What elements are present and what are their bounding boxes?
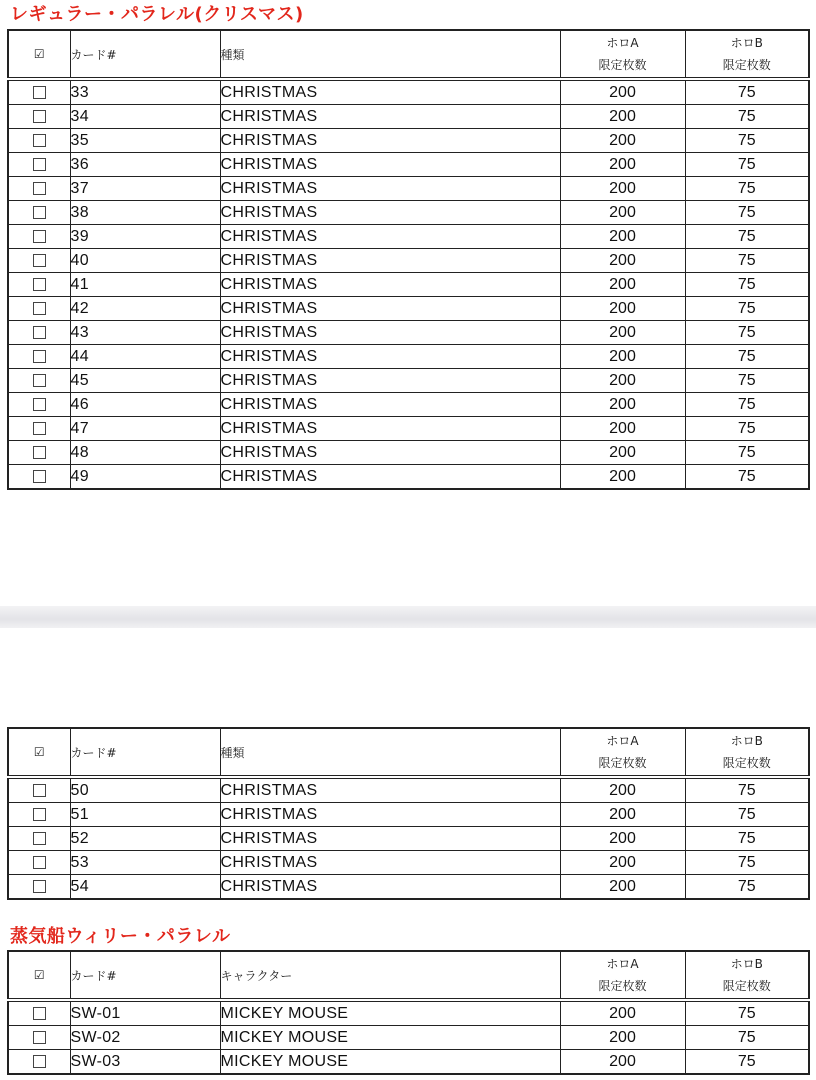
holo-b-limit: 75 [685,393,809,417]
holo-a-limit: 200 [560,273,685,297]
table-row [8,369,809,393]
checkbox[interactable] [33,206,46,219]
holo-a-limit: 200 [560,321,685,345]
row-check-cell[interactable] [8,1000,70,1026]
holo-b-limit: 75 [685,129,809,153]
checkbox[interactable] [33,880,46,893]
holo-b-limit: 75 [685,803,809,827]
header-check: ☑ [8,951,70,1000]
card-number: SW-01 [70,1000,220,1026]
card-kind: CHRISTMAS [220,465,560,490]
row-check-cell[interactable] [8,803,70,827]
row-check-cell[interactable] [8,827,70,851]
table-row [8,1000,809,1026]
card-kind: CHRISTMAS [220,441,560,465]
holo-a-limit: 200 [560,129,685,153]
table-row [8,827,809,851]
section-title-christmas: レギュラー・パラレル(クリスマス) [10,4,304,25]
checkbox[interactable] [33,350,46,363]
card-number: 46 [70,393,220,417]
header-holo-b [685,728,809,777]
card-kind: CHRISTMAS [220,369,560,393]
card-table-steamboat-willie [7,950,810,1075]
header-card-number: カード# [70,951,220,1000]
row-check-cell[interactable] [8,417,70,441]
card-kind: CHRISTMAS [220,393,560,417]
card-number: 43 [70,321,220,345]
table-row [8,79,809,105]
holo-b-limit: 75 [685,345,809,369]
table-row [8,875,809,900]
card-number: 35 [70,129,220,153]
card-number: 48 [70,441,220,465]
card-kind: CHRISTMAS [220,79,560,105]
holo-b-limit: 75 [685,153,809,177]
checkbox[interactable] [33,832,46,845]
row-check-cell[interactable] [8,777,70,803]
holo-a-limit: 200 [560,827,685,851]
holo-a-limit: 200 [560,249,685,273]
holo-a-limit: 200 [560,153,685,177]
table-row [8,441,809,465]
row-check-cell[interactable] [8,345,70,369]
card-number: 44 [70,345,220,369]
checkbox[interactable] [33,784,46,797]
row-check-cell[interactable] [8,851,70,875]
holo-a-limit: 200 [560,803,685,827]
holo-a-limit: 200 [560,851,685,875]
card-number: 33 [70,79,220,105]
table-row [8,105,809,129]
holo-a-limit: 200 [560,777,685,803]
checkbox[interactable] [33,278,46,291]
table-row [8,851,809,875]
row-check-cell[interactable] [8,79,70,105]
holo-a-limit: 200 [560,297,685,321]
holo-a-limit: 200 [560,369,685,393]
table-row [8,177,809,201]
checkbox[interactable] [33,856,46,869]
card-number: SW-02 [70,1026,220,1050]
table-row [8,777,809,803]
card-kind: CHRISTMAS [220,345,560,369]
header-holo-a-label: ホロA [606,734,639,748]
header-holo-b [685,951,809,1000]
table-row [8,273,809,297]
card-number: 37 [70,177,220,201]
holo-b-limit: 75 [685,1026,809,1050]
row-check-cell[interactable] [8,369,70,393]
header-holo-a-label: ホロA [606,36,639,50]
table-row [8,225,809,249]
card-number: 54 [70,875,220,900]
row-check-cell[interactable] [8,225,70,249]
card-number: 39 [70,225,220,249]
holo-a-limit: 200 [560,1000,685,1026]
holo-b-limit: 75 [685,369,809,393]
checkbox[interactable] [33,470,46,483]
header-holo-a-limit: 限定枚数 [598,979,647,993]
row-check-cell[interactable] [8,201,70,225]
card-kind: CHRISTMAS [220,249,560,273]
header-holo-b-limit: 限定枚数 [722,756,771,770]
table-row [8,249,809,273]
holo-a-limit: 200 [560,177,685,201]
card-number: 53 [70,851,220,875]
holo-b-limit: 75 [685,465,809,490]
table-row [8,297,809,321]
row-check-cell[interactable] [8,393,70,417]
header-check: ☑ [8,728,70,777]
checkbox[interactable] [33,1031,46,1044]
header-holo-a-limit: 限定枚数 [598,58,647,72]
card-number: 38 [70,201,220,225]
holo-a-limit: 200 [560,105,685,129]
holo-a-limit: 200 [560,441,685,465]
holo-a-limit: 200 [560,345,685,369]
checkbox[interactable] [33,134,46,147]
holo-b-limit: 75 [685,875,809,900]
header-holo-b-limit: 限定枚数 [722,58,771,72]
card-number: 40 [70,249,220,273]
card-kind: MICKEY MOUSE [220,1050,560,1075]
card-table-christmas [7,29,810,490]
card-table-christmas-continued [7,727,810,900]
card-number: 41 [70,273,220,297]
checkbox[interactable] [33,302,46,315]
holo-a-limit: 200 [560,1026,685,1050]
header-holo-a [560,951,685,1000]
table-row [8,393,809,417]
card-number: 34 [70,105,220,129]
checkbox[interactable] [33,182,46,195]
header-kind: 種類 [220,728,560,777]
table-row [8,201,809,225]
header-kind: 種類 [220,30,560,79]
checkbox[interactable] [33,374,46,387]
card-number: 52 [70,827,220,851]
row-check-cell[interactable] [8,129,70,153]
checkbox[interactable] [33,398,46,411]
row-check-cell[interactable] [8,273,70,297]
card-kind: MICKEY MOUSE [220,1026,560,1050]
holo-a-limit: 200 [560,201,685,225]
table-row [8,803,809,827]
row-check-cell[interactable] [8,297,70,321]
holo-b-limit: 75 [685,827,809,851]
checkbox[interactable] [33,808,46,821]
holo-b-limit: 75 [685,1000,809,1026]
holo-b-limit: 75 [685,225,809,249]
card-kind: CHRISTMAS [220,321,560,345]
checkbox[interactable] [33,254,46,267]
card-kind: CHRISTMAS [220,273,560,297]
holo-a-limit: 200 [560,465,685,490]
header-card-number: カード# [70,728,220,777]
card-kind: CHRISTMAS [220,129,560,153]
checkbox[interactable] [33,110,46,123]
row-check-cell[interactable] [8,177,70,201]
card-number: 50 [70,777,220,803]
card-kind: CHRISTMAS [220,201,560,225]
card-kind: CHRISTMAS [220,177,560,201]
header-check: ☑ [8,30,70,79]
row-check-cell[interactable] [8,465,70,490]
header-holo-a-label: ホロA [606,957,639,971]
holo-a-limit: 200 [560,417,685,441]
section-title-steamboat-willie: 蒸気船ウィリー・パラレル [10,926,231,947]
holo-b-limit: 75 [685,105,809,129]
card-kind: CHRISTMAS [220,225,560,249]
checkbox[interactable] [33,158,46,171]
card-kind: CHRISTMAS [220,777,560,803]
card-kind: CHRISTMAS [220,851,560,875]
holo-b-limit: 75 [685,417,809,441]
holo-b-limit: 75 [685,441,809,465]
holo-a-limit: 200 [560,1050,685,1075]
table-row [8,129,809,153]
table-row [8,1026,809,1050]
row-check-cell[interactable] [8,1026,70,1050]
row-check-cell[interactable] [8,441,70,465]
header-holo-a [560,728,685,777]
holo-a-limit: 200 [560,79,685,105]
holo-b-limit: 75 [685,297,809,321]
card-kind: MICKEY MOUSE [220,1000,560,1026]
card-kind: CHRISTMAS [220,417,560,441]
checkbox[interactable] [33,230,46,243]
table-row [8,345,809,369]
card-kind: CHRISTMAS [220,803,560,827]
checkbox[interactable] [33,1055,46,1068]
header-holo-b-label: ホロB [730,734,763,748]
header-holo-a [560,30,685,79]
holo-b-limit: 75 [685,851,809,875]
holo-a-limit: 200 [560,393,685,417]
card-number: 51 [70,803,220,827]
page-divider [0,606,816,628]
table-row [8,465,809,490]
header-holo-a-limit: 限定枚数 [598,756,647,770]
checkbox[interactable] [33,422,46,435]
table-row [8,153,809,177]
card-number: 47 [70,417,220,441]
checkbox[interactable] [33,86,46,99]
card-kind: CHRISTMAS [220,297,560,321]
holo-b-limit: 75 [685,249,809,273]
checkbox[interactable] [33,446,46,459]
holo-b-limit: 75 [685,79,809,105]
row-check-cell[interactable] [8,105,70,129]
card-number: 49 [70,465,220,490]
holo-a-limit: 200 [560,875,685,900]
card-number: 45 [70,369,220,393]
row-check-cell[interactable] [8,249,70,273]
header-holo-b-label: ホロB [730,36,763,50]
card-kind: CHRISTMAS [220,105,560,129]
checkbox[interactable] [33,326,46,339]
holo-a-limit: 200 [560,225,685,249]
header-holo-b-limit: 限定枚数 [722,979,771,993]
card-number: 42 [70,297,220,321]
holo-b-limit: 75 [685,201,809,225]
table-row [8,417,809,441]
holo-b-limit: 75 [685,273,809,297]
card-kind: CHRISTMAS [220,153,560,177]
card-number: SW-03 [70,1050,220,1075]
holo-b-limit: 75 [685,1050,809,1075]
card-kind: CHRISTMAS [220,827,560,851]
row-check-cell[interactable] [8,321,70,345]
table-row [8,1050,809,1075]
row-check-cell[interactable] [8,1050,70,1075]
header-holo-b-label: ホロB [730,957,763,971]
row-check-cell[interactable] [8,875,70,900]
card-kind: CHRISTMAS [220,875,560,900]
header-kind: キャラクター [220,951,560,1000]
row-check-cell[interactable] [8,153,70,177]
header-card-number: カード# [70,30,220,79]
holo-b-limit: 75 [685,177,809,201]
checkbox[interactable] [33,1007,46,1020]
card-number: 36 [70,153,220,177]
holo-b-limit: 75 [685,321,809,345]
header-holo-b [685,30,809,79]
table-row [8,321,809,345]
holo-b-limit: 75 [685,777,809,803]
